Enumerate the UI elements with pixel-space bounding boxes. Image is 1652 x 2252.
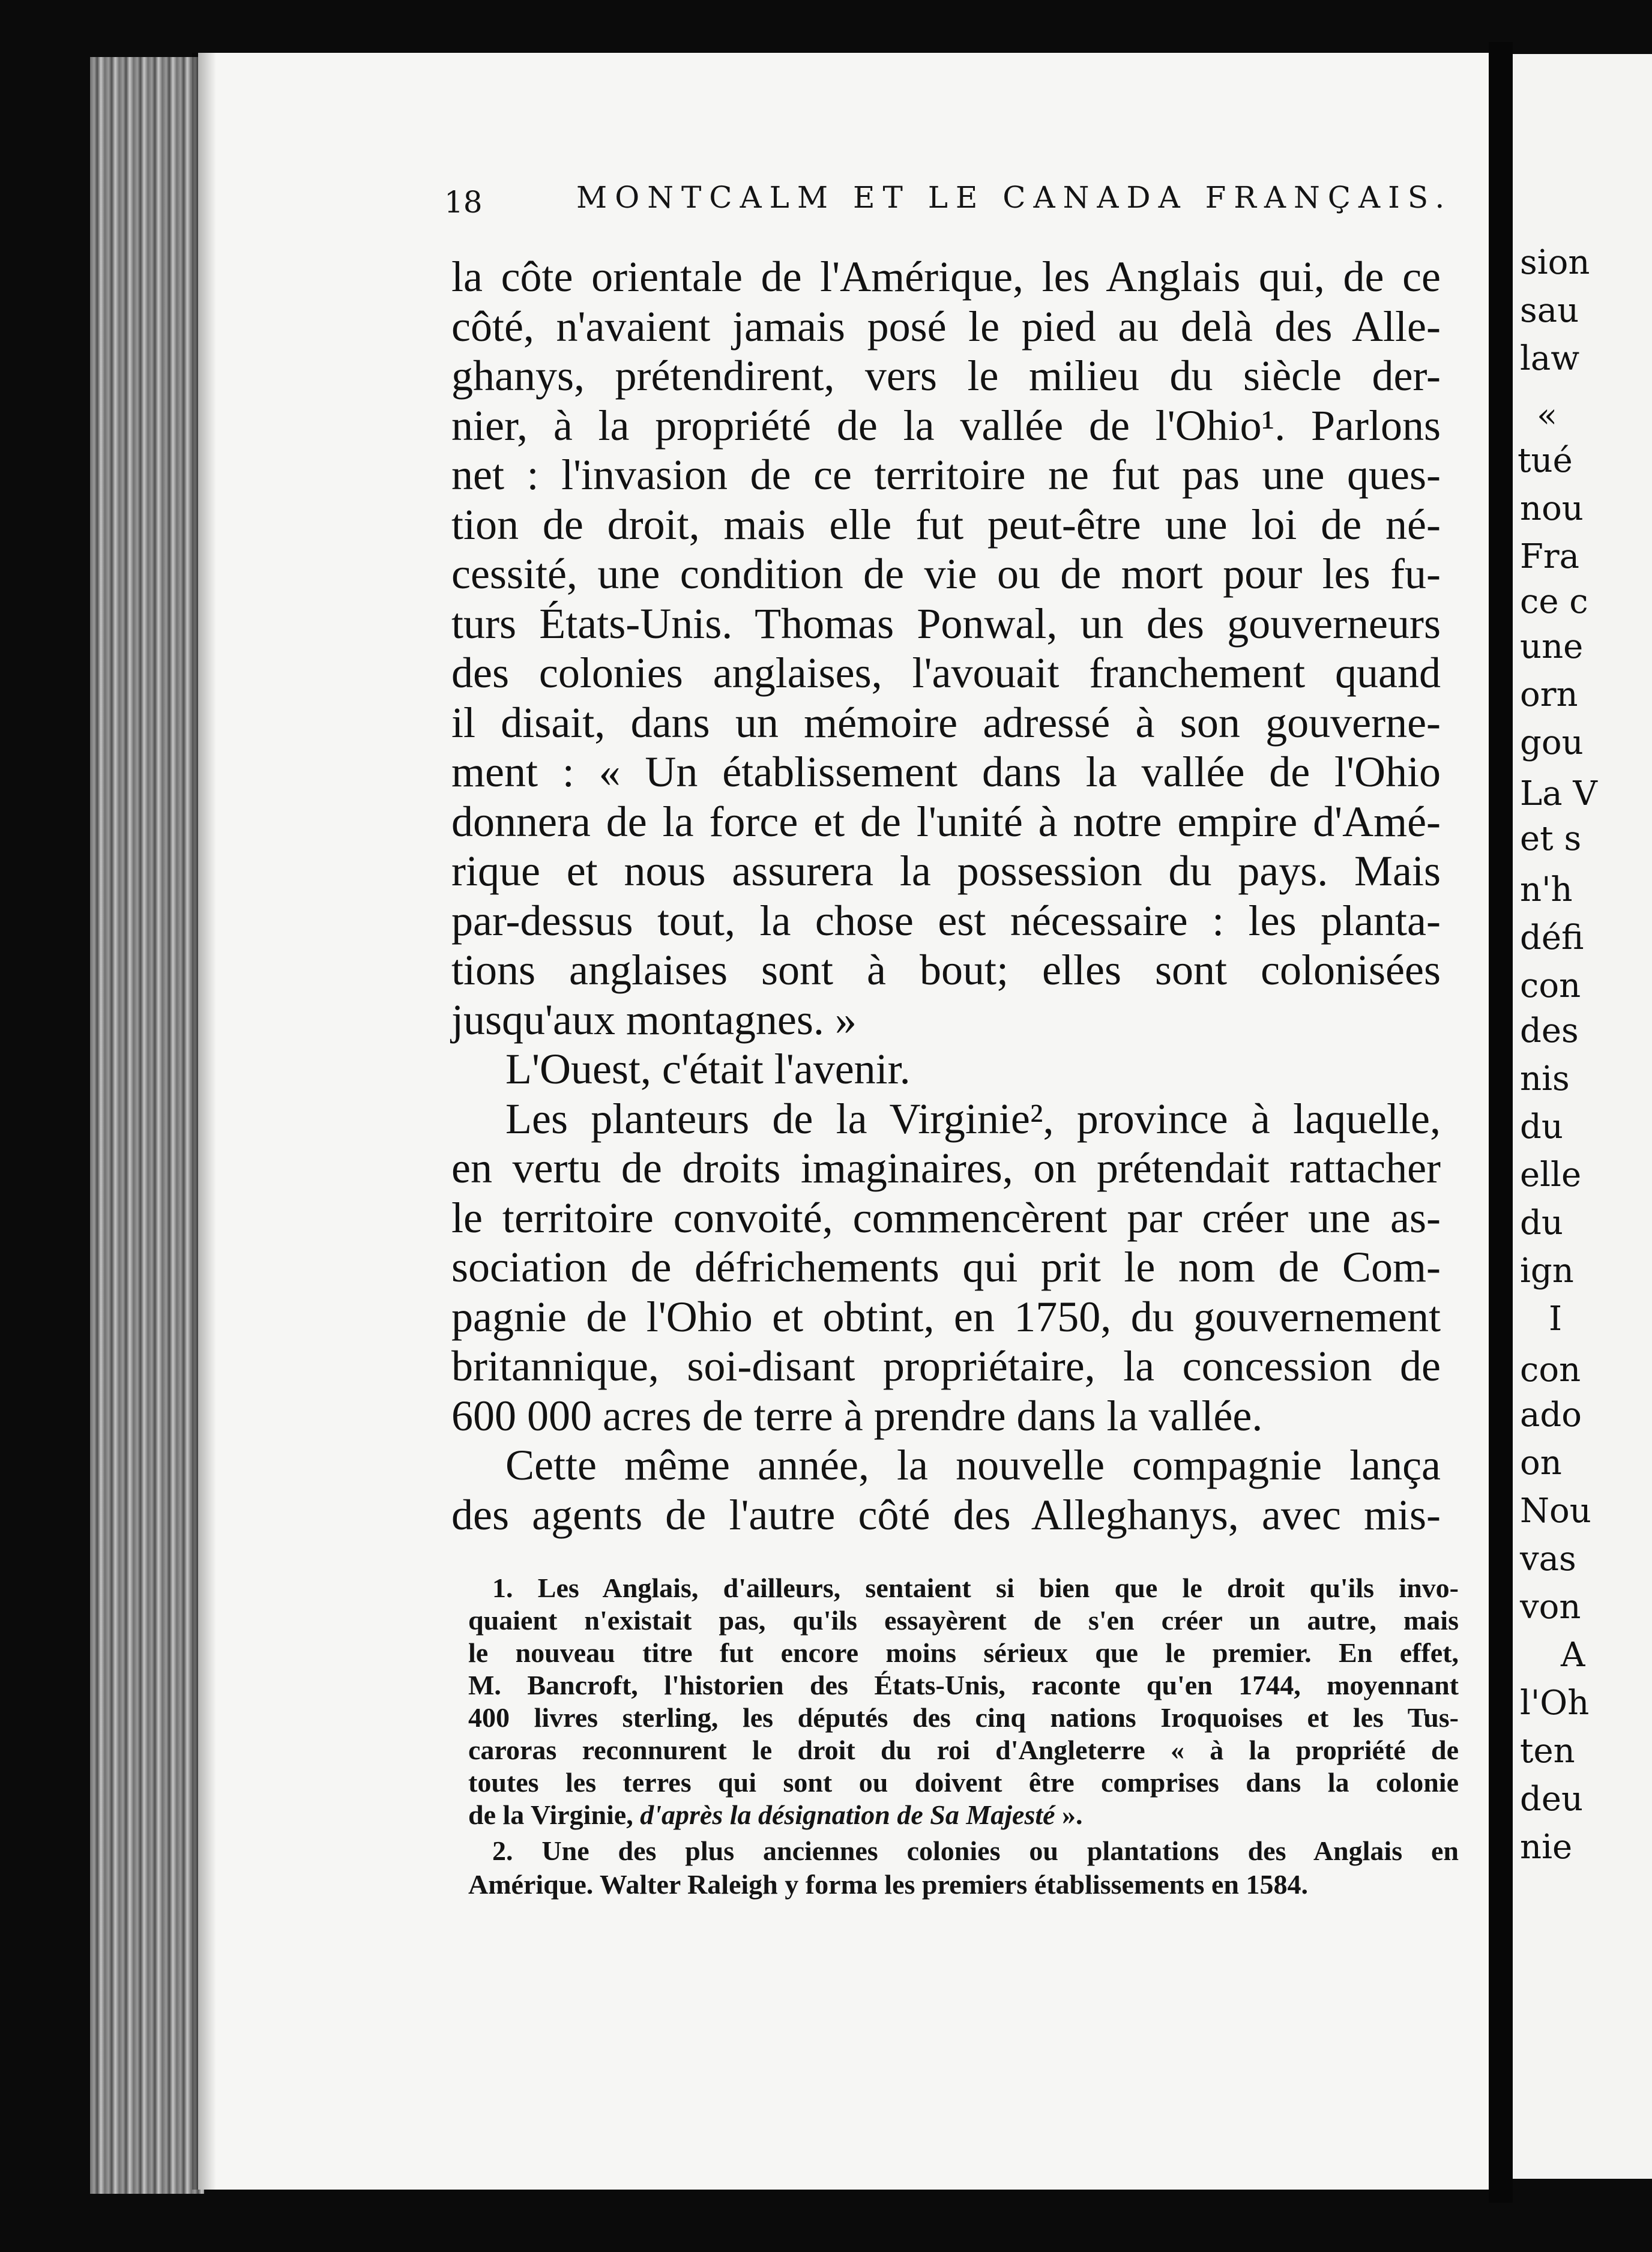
body-line: donnera de la force et de l'unité à notre empire d'Amé- <box>451 797 1441 846</box>
body-line: il disait, dans un mémoire adressé à son gouverne- <box>451 698 1441 747</box>
body-line: sociation de défrichements qui prit le nom de Com- <box>451 1243 1441 1291</box>
facing-page-fragment: nou <box>1520 489 1584 528</box>
body-line: 600 000 acres de terre à prendre dans la vallée. <box>451 1391 1263 1440</box>
facing-page-fragment: Fra <box>1520 537 1580 576</box>
facing-page-fragment: l'Oh <box>1520 1684 1590 1723</box>
body-line: nier, à la propriété de la vallée de l'Ohio¹. Parlons <box>451 401 1441 450</box>
body-line: britannique, soi-disant propriétaire, la concession de <box>451 1342 1441 1390</box>
footnote-line: Amérique. Walter Raleigh y forma les premiers établissements en 1584. <box>468 1869 1308 1900</box>
footnote-line: 2. Une des plus anciennes colonies ou plantations des Anglais en <box>492 1835 1459 1866</box>
facing-page-fragment: une <box>1520 627 1584 666</box>
footnote-line: 400 livres sterling, les députés des cinq nations Iroquoises et les Tus- <box>468 1702 1459 1733</box>
body-line: net : l'invasion de ce territoire ne fut pas une ques- <box>451 451 1441 499</box>
facing-page-fragment: et s <box>1520 819 1582 858</box>
facing-page-fragment: von <box>1520 1588 1581 1627</box>
facing-page-fragment: tué <box>1518 441 1573 480</box>
body-line: ment : « Un établissement dans la vallée de l'Ohio <box>451 748 1441 796</box>
facing-page <box>1513 54 1652 2179</box>
facing-page-fragment: deu <box>1520 1780 1584 1819</box>
facing-page-fragment: des <box>1520 1011 1579 1050</box>
facing-page-fragment: elle <box>1520 1155 1582 1194</box>
page-edges <box>90 57 204 2194</box>
facing-page-fragment: sion <box>1520 243 1590 282</box>
facing-page-fragment: défi <box>1520 918 1584 957</box>
body-line: tions anglaises sont à bout; elles sont colonisées <box>451 946 1441 994</box>
footnote-quote-close: ». <box>1055 1799 1083 1830</box>
footnote-line: M. Bancroft, l'historien des États-Unis, raconte qu'en 1744, moyennant <box>468 1670 1459 1700</box>
body-line: la côte orientale de l'Amérique, les Anglais qui, de ce <box>451 253 1441 301</box>
facing-page-fragment: n'h <box>1520 870 1573 909</box>
facing-page-fragment: Nou <box>1520 1492 1591 1531</box>
page-shadow <box>192 53 216 2190</box>
facing-page-fragment: con <box>1520 1350 1581 1389</box>
body-line: pagnie de l'Ohio et obtint, en 1750, du gouvernement <box>451 1292 1441 1341</box>
facing-page-fragment: A <box>1561 1636 1585 1675</box>
body-line: rique et nous assurera la possession du pays. Mais <box>451 847 1441 895</box>
facing-page-fragment: vas <box>1520 1540 1576 1579</box>
facing-page-fragment: law <box>1520 339 1580 378</box>
body-line: par-dessus tout, la chose est nécessaire : les planta- <box>451 896 1441 945</box>
body-line: Cette même année, la nouvelle compagnie lança <box>505 1441 1441 1489</box>
facing-page-fragment: La V <box>1520 774 1597 813</box>
facing-page-fragment: on <box>1520 1444 1562 1483</box>
body-line: L'Ouest, c'était l'avenir. <box>505 1045 911 1093</box>
body-line: jusqu'aux montagnes. » <box>451 995 857 1044</box>
body-line: Les planteurs de la Virginie², province à laquelle, <box>505 1094 1441 1143</box>
body-line: côté, n'avaient jamais posé le pied au delà des Alle- <box>451 302 1441 351</box>
facing-page-fragment: I <box>1549 1299 1563 1338</box>
facing-page-fragment: « <box>1537 396 1558 435</box>
facing-page-fragment: du <box>1520 1203 1563 1242</box>
facing-page-fragment: nis <box>1520 1059 1570 1098</box>
facing-page-fragment: ign <box>1520 1251 1574 1290</box>
body-line: tion de droit, mais elle fut peut-être une loi de né- <box>451 500 1441 549</box>
running-title: MONTCALM ET LE CANADA FRANÇAIS. <box>576 180 1453 215</box>
book-gutter <box>1489 42 1513 2203</box>
footnote-italic-quote: d'après la désignation de Sa Majesté <box>640 1799 1055 1830</box>
body-line: turs États-Unis. Thomas Ponwal, un des gouverneurs <box>451 599 1441 648</box>
facing-page-fragment: ten <box>1520 1732 1575 1771</box>
footnote-line: quaient n'existait pas, qu'ils essayèrent de s'en créer un autre, mais <box>468 1605 1459 1636</box>
facing-page-fragment: gou <box>1520 723 1584 762</box>
page-number: 18 <box>444 185 483 220</box>
footnote-line: 1. Les Anglais, d'ailleurs, sentaient si bien que le droit qu'ils invo- <box>492 1573 1459 1603</box>
body-line: ghanys, prétendirent, vers le milieu du siècle der- <box>451 352 1441 400</box>
body-line: le territoire convoité, commencèrent par créer une as- <box>451 1193 1441 1242</box>
body-line: en vertu de droits imaginaires, on prétendait rattacher <box>451 1144 1441 1192</box>
body-line: des agents de l'autre côté des Alleghanys, avec mis- <box>451 1490 1441 1539</box>
footnote-line <box>468 1799 1459 1831</box>
facing-page-fragment: du <box>1520 1107 1563 1146</box>
footnote-text: de la Virginie, <box>468 1799 641 1830</box>
facing-page-fragment: sau <box>1520 291 1579 330</box>
footnote-line: caroras reconnurent le droit du roi d'Angleterre « à la propriété de <box>468 1735 1459 1765</box>
facing-page-fragment: orn <box>1520 675 1578 714</box>
facing-page-fragment: nie <box>1520 1828 1573 1867</box>
footnote-line: le nouveau titre fut encore moins sérieux que le premier. En effet, <box>468 1637 1459 1668</box>
facing-page-fragment: ce c <box>1520 582 1588 621</box>
facing-page-fragment: con <box>1520 966 1581 1005</box>
facing-page-fragment: ado <box>1520 1395 1582 1435</box>
body-line: des colonies anglaises, l'avouait franchement quand <box>451 649 1441 697</box>
footnote-line: toutes les terres qui sont ou doivent être comprises dans la colonie <box>468 1767 1459 1798</box>
body-line: cessité, une condition de vie ou de mort pour les fu- <box>451 550 1441 598</box>
